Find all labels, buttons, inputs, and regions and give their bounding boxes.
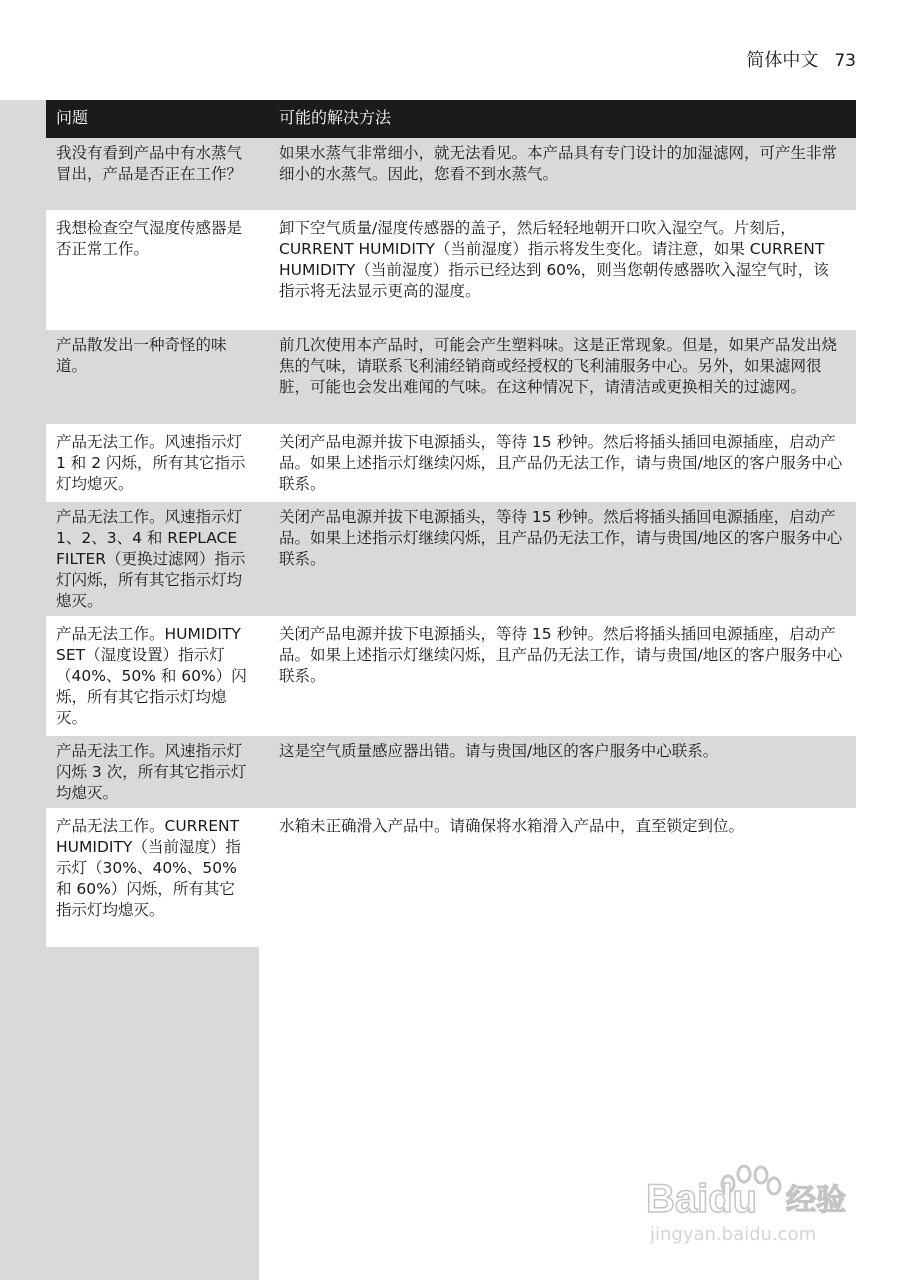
solution-cell: 水箱未正确滑入产品中。请确保将水箱滑入产品中，直至锁定到位。 <box>279 817 745 835</box>
column-header-problem: 问题 <box>56 108 89 127</box>
solution-cell: 如果水蒸气非常细小，就无法看见。本产品具有专门设计的加湿滤网，可产生非常细小的水蒸气。因此，您看不到水蒸气。 <box>279 144 838 183</box>
problem-cell: 我没有看到产品中有水蒸气冒出，产品是否正在工作？ <box>56 144 243 183</box>
language-label: 简体中文 <box>746 50 819 71</box>
watermark-label: 经验 <box>786 1183 846 1218</box>
table-row <box>46 499 856 616</box>
solution-cell: 这是空气质量感应器出错。请与贵国/地区的客户服务中心联系。 <box>279 742 719 760</box>
table-row <box>46 424 856 499</box>
table-row <box>46 808 856 947</box>
problem-cell: 产品散发出一种奇怪的味道。 <box>56 336 227 375</box>
page-number: 73 <box>834 51 856 71</box>
table-row <box>46 616 856 733</box>
baidu-jingyan-watermark <box>640 1148 870 1248</box>
solution-cell: 关闭产品电源并拔下电源插头，等待 15 秒钟。然后将插头插回电源插座，启动产品。如果上述指示灯继续闪烁，且产品仍无法工作，请与贵国/地区的客户服务中心联系。 <box>279 625 843 685</box>
table-row <box>46 327 856 424</box>
problem-cell: 产品无法工作。CURRENT HUMIDITY（当前湿度）指示灯（30%、40%、50% 和 60%）闪烁，所有其它指示灯均熄灭。 <box>56 817 241 919</box>
solution-cell: 前几次使用本产品时，可能会产生塑料味。这是正常现象。但是，如果产品发出烧焦的气味，请联系飞利浦经销商或经授权的飞利浦服务中心。另外，如果滤网很脏，可能也会发出难闻的气味。在这种情况下，请清洁或更换相关的过滤网。 <box>279 336 838 396</box>
troubleshooting-table <box>46 100 856 947</box>
problem-cell: 产品无法工作。风速指示灯 1、2、3、4 和 REPLACE FILTER（更换过滤网）指示灯闪烁，所有其它指示灯均熄灭。 <box>56 508 246 610</box>
table-header-row <box>46 100 856 138</box>
table-row <box>46 733 856 808</box>
problem-cell: 我想检查空气湿度传感器是否正常工作。 <box>56 219 243 258</box>
page-header <box>746 46 856 72</box>
problem-cell: 产品无法工作。风速指示灯 1 和 2 闪烁，所有其它指示灯均熄灭。 <box>56 433 246 493</box>
table-row <box>46 138 856 210</box>
column-header-solution: 可能的解决方法 <box>279 108 392 127</box>
solution-cell: 关闭产品电源并拔下电源插头，等待 15 秒钟。然后将插头插回电源插座，启动产品。如果上述指示灯继续闪烁，且产品仍无法工作，请与贵国/地区的客户服务中心联系。 <box>279 433 843 493</box>
watermark-brand: Baidu <box>646 1177 758 1221</box>
problem-cell: 产品无法工作。风速指示灯闪烁 3 次，所有其它指示灯均熄灭。 <box>56 742 247 802</box>
solution-cell: 关闭产品电源并拔下电源插头，等待 15 秒钟。然后将插头插回电源插座，启动产品。如果上述指示灯继续闪烁，且产品仍无法工作，请与贵国/地区的客户服务中心联系。 <box>279 508 843 568</box>
table-row <box>46 210 856 327</box>
solution-cell: 卸下空气质量/湿度传感器的盖子，然后轻轻地朝开口吹入湿空气。片刻后，CURRENT HUMIDITY（当前湿度）指示将发生变化。请注意，如果 CURRENT HUMIDITY（当前湿度）指示已经达到 60%，则当您朝传感器吹入湿空气时，该指示将无法显示更高的湿度。 <box>279 219 829 300</box>
problem-cell: 产品无法工作。HUMIDITY SET（湿度设置）指示灯（40%、50% 和 60%）闪烁，所有其它指示灯均熄灭。 <box>56 625 247 727</box>
watermark-url: jingyan.baidu.com <box>650 1224 817 1245</box>
